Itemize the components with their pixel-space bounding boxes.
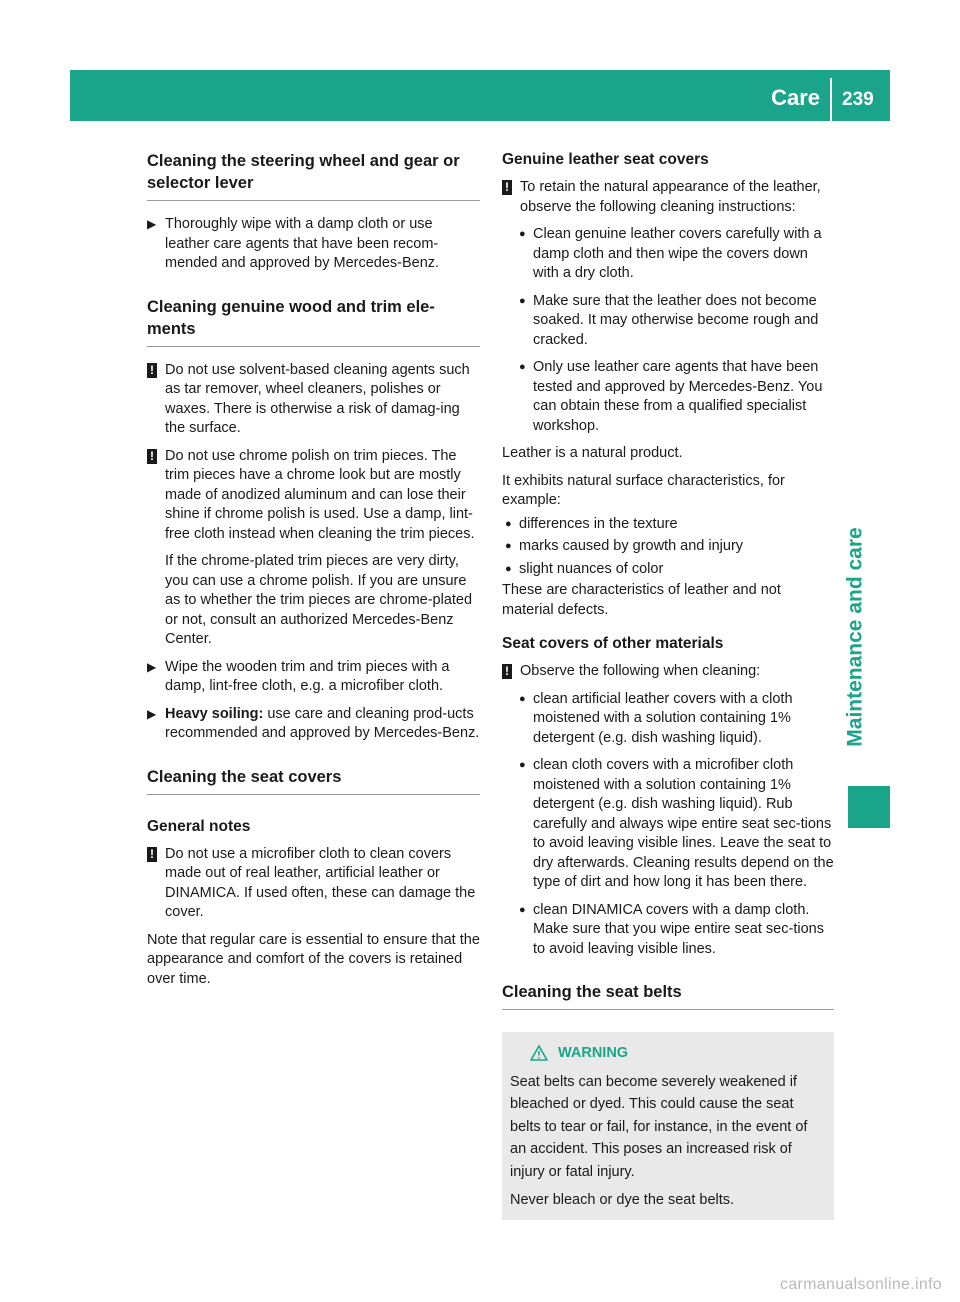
section-heading-seat-covers: Cleaning the seat covers <box>147 766 480 795</box>
section-heading-seat-belts: Cleaning the seat belts <box>502 981 834 1010</box>
list-item: ● Only use leather care agents that have been tested and approved by Mercedes-Benz. You can obtain these from a qualified specialist workshop. <box>502 358 834 436</box>
arrow-icon: ▶ <box>147 706 157 721</box>
footer-watermark: carmanualsonline.info <box>780 1276 942 1293</box>
arrow-icon: ▶ <box>147 659 157 674</box>
list-item: ● Make sure that the leather does not become soaked. It may otherwise become rough and cracked. <box>502 292 834 351</box>
list-item: ● Clean genuine leather covers carefully with a damp cloth and then wipe the covers down with a dry cloth. <box>502 225 834 284</box>
exclamation-icon: ! <box>147 847 157 862</box>
subheading-general-notes: General notes <box>147 817 251 835</box>
page-number: 239 <box>842 89 874 110</box>
header-divider <box>830 78 832 121</box>
paragraph: Leather is a natural product. <box>502 445 683 461</box>
side-tab-block <box>848 786 890 828</box>
bullet-icon: ● <box>505 517 512 530</box>
subheading-leather: Genuine leather seat covers <box>502 151 709 168</box>
list-item: ● differences in the texture <box>502 515 834 535</box>
bullet-icon: ● <box>519 294 526 307</box>
list-item: ● clean DINAMICA covers with a damp cloth. Make sure that you wipe entire seat sec-tions to avoid leaving visible lines. <box>502 901 834 960</box>
side-tab-label: Maintenance and care <box>844 527 868 747</box>
warning-triangle-icon <box>530 1045 548 1061</box>
warning-text: Never bleach or dye the seat belts. <box>510 1192 735 1208</box>
section-heading-wood-trim: Cleaning genuine wood and trim ele- ments <box>147 296 480 347</box>
exclamation-icon: ! <box>502 180 512 195</box>
instruction-step: ▶ Heavy soiling: use care and cleaning prod-ucts recommended and approved by Mercedes-Benz. <box>147 705 480 744</box>
bullet-icon: ● <box>505 562 512 575</box>
caution-note: ! Do not use a microfiber cloth to clean covers made out of real leather, artificial leather or DINAMICA. If used often, these can damage the cover. <box>147 845 480 923</box>
caution-note: ! Do not use solvent-based cleaning agents such as tar remover, wheel cleaners, polishes or waxes. There is otherwise a risk of damag-ing the surface. <box>147 361 480 439</box>
header-title: Care <box>771 85 820 110</box>
list-item: ● clean artificial leather covers with a cloth moistened with a solution containing 1% detergent (e.g. dish washing liquid). <box>502 690 834 749</box>
caution-note: ! To retain the natural appearance of the leather, observe the following cleaning instructions: <box>502 178 834 217</box>
paragraph: Note that regular care is essential to ensure that the appearance and comfort of the covers is retained over time. <box>147 931 480 987</box>
section-heading-steering: Cleaning the steering wheel and gear or selector lever <box>147 150 480 201</box>
paragraph: It exhibits natural surface characteristics, for example: <box>502 472 785 508</box>
warning-header <box>530 1042 826 1065</box>
header-bar <box>70 70 890 121</box>
list-item: ● marks caused by growth and injury <box>502 537 834 557</box>
bullet-icon: ● <box>519 361 526 373</box>
bullet-icon: ● <box>519 759 526 771</box>
caution-note: ! Do not use chrome polish on trim pieces. The trim pieces have a chrome look but are mostly made of anodized aluminum and can lose their shine if chrome polish is used. Use a damp, lint-free cloth instead when cleaning the trim pieces. If the chrome-plated trim pieces are very dirty, you can use a chrome polish. If you are unsure as to whether the trim pieces are chrome-plated or not, consult an authorized Mercedes-Benz Center. <box>147 447 480 650</box>
warning-label: WARNING <box>558 1045 629 1061</box>
bullet-icon: ● <box>519 903 526 916</box>
bullet-icon: ● <box>519 692 526 705</box>
list-item: ● clean cloth covers with a microfiber cloth moistened with a solution containing 1% detergent (e.g. dish washing liquid). Rub carefully and always wipe entire seat sec-tions to avoid leaving visible lines. Leave the seat to dry afterwards. Cleaning results depend on the type of dirt and how long it has been there. <box>502 756 834 893</box>
exclamation-icon: ! <box>502 664 512 679</box>
arrow-icon: ▶ <box>147 217 157 231</box>
bullet-icon: ● <box>519 228 526 240</box>
list-item: ● slight nuances of color <box>502 560 834 580</box>
instruction-step: ▶ Wipe the wooden trim and trim pieces with a damp, lint-free cloth, e.g. a microfiber cloth. <box>147 658 480 697</box>
warning-text: Seat belts can become severely weakened if bleached or dyed. This could cause the seat belts to tear or fail, for instance, in the event of an accident. This poses an increased risk of injury or fatal injury. <box>510 1073 808 1180</box>
paragraph: These are characteristics of leather and not material defects. <box>502 582 781 618</box>
instruction-step: ▶ Thoroughly wipe with a damp cloth or use leather care agents that have been recom-mended and approved by Mercedes-Benz. <box>147 215 480 274</box>
left-column <box>147 150 480 989</box>
subheading-other-materials: Seat covers of other materials <box>502 635 724 652</box>
bullet-icon: ● <box>505 540 512 552</box>
warning-box <box>502 1032 834 1220</box>
caution-note: ! Observe the following when cleaning: <box>502 662 834 682</box>
right-column <box>502 150 834 1220</box>
exclamation-icon: ! <box>147 449 157 464</box>
exclamation-icon: ! <box>147 363 157 378</box>
